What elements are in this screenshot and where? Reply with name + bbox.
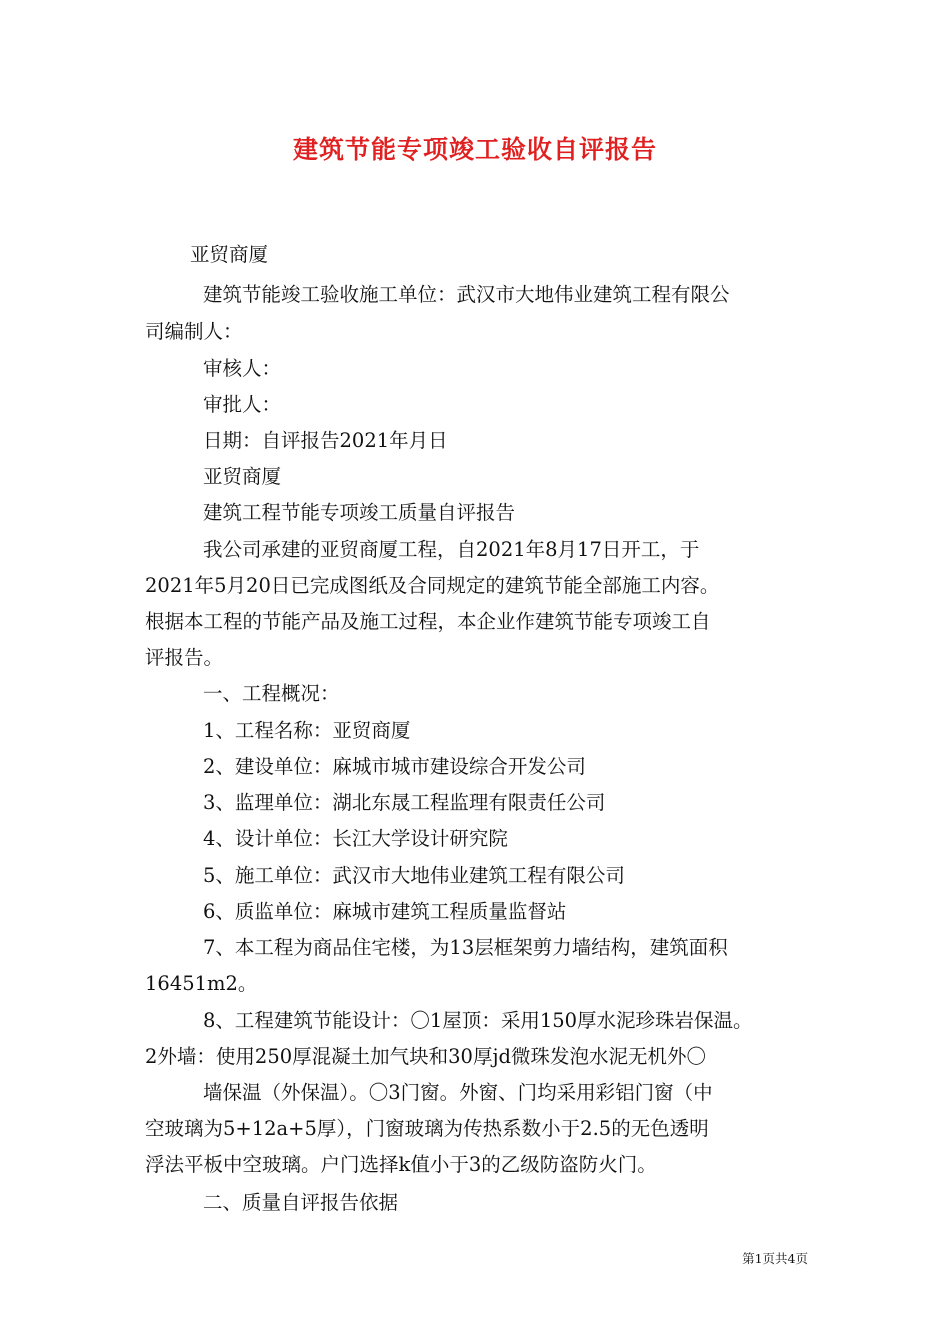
- paragraph-line: 亚贸商厦: [203, 465, 282, 488]
- page-number: 第1页共4页: [742, 1251, 808, 1266]
- paragraph-line: 浮法平板中空玻璃。户门选择k值小于3的乙级防盗防火门。: [145, 1153, 657, 1176]
- paragraph-line: 3、监理单位：湖北东晟工程监理有限责任公司: [203, 791, 606, 814]
- paragraph-line: 6、质监单位：麻城市建筑工程质量监督站: [203, 900, 567, 923]
- paragraph-line: 2外墙：使用250厚混凝土加气块和30厚jd微珠发泡水泥无机外〇: [145, 1045, 706, 1068]
- paragraph-line: 8、工程建筑节能设计：〇1屋顶：采用150厚水泥珍珠岩保温。: [203, 1009, 753, 1032]
- paragraph-line: 司编制人：: [145, 320, 243, 343]
- paragraph-line: 评报告。: [145, 646, 224, 669]
- paragraph-line: 5、施工单位：武汉市大地伟业建筑工程有限公司: [203, 864, 625, 887]
- paragraph-line: 审核人：: [203, 357, 282, 380]
- paragraph-line: 根据本工程的节能产品及施工过程，本企业作建筑节能专项竣工自: [145, 610, 711, 633]
- paragraph-line: 我公司承建的亚贸商厦工程，自2021年8月17日开工，于: [203, 538, 700, 561]
- paragraph-line: 建筑工程节能专项竣工质量自评报告: [203, 501, 516, 524]
- paragraph-line: 墙保温（外保温）。〇3门窗。外窗、门均采用彩铝门窗（中: [203, 1081, 713, 1104]
- paragraph-line: 2、建设单位：麻城市城市建设综合开发公司: [203, 755, 586, 778]
- paragraph-line: 亚贸商厦: [190, 243, 269, 266]
- paragraph-line: 二、质量自评报告依据: [203, 1191, 399, 1214]
- paragraph-line: 1、工程名称：亚贸商厦: [203, 719, 411, 742]
- paragraph-line: 空玻璃为5+12a+5厚），门窗玻璃为传热系数小于2.5的无色透明: [145, 1117, 709, 1140]
- paragraph-line: 16451m2。: [145, 972, 258, 995]
- paragraph-line: 2021年5月20日已完成图纸及合同规定的建筑节能全部施工内容。: [145, 574, 720, 597]
- document-title: 建筑节能专项竣工验收自评报告: [292, 135, 657, 164]
- paragraph-line: 7、本工程为商品住宅楼，为13层框架剪力墙结构，建筑面积: [203, 936, 728, 959]
- paragraph-line: 审批人：: [203, 393, 282, 416]
- paragraph-line: 4、设计单位：长江大学设计研究院: [203, 827, 508, 850]
- paragraph-line: 建筑节能竣工验收施工单位：武汉市大地伟业建筑工程有限公: [203, 283, 730, 306]
- paragraph-line: 日期：自评报告2021年月日: [203, 429, 448, 452]
- paragraph-line: 一、工程概况：: [203, 682, 340, 705]
